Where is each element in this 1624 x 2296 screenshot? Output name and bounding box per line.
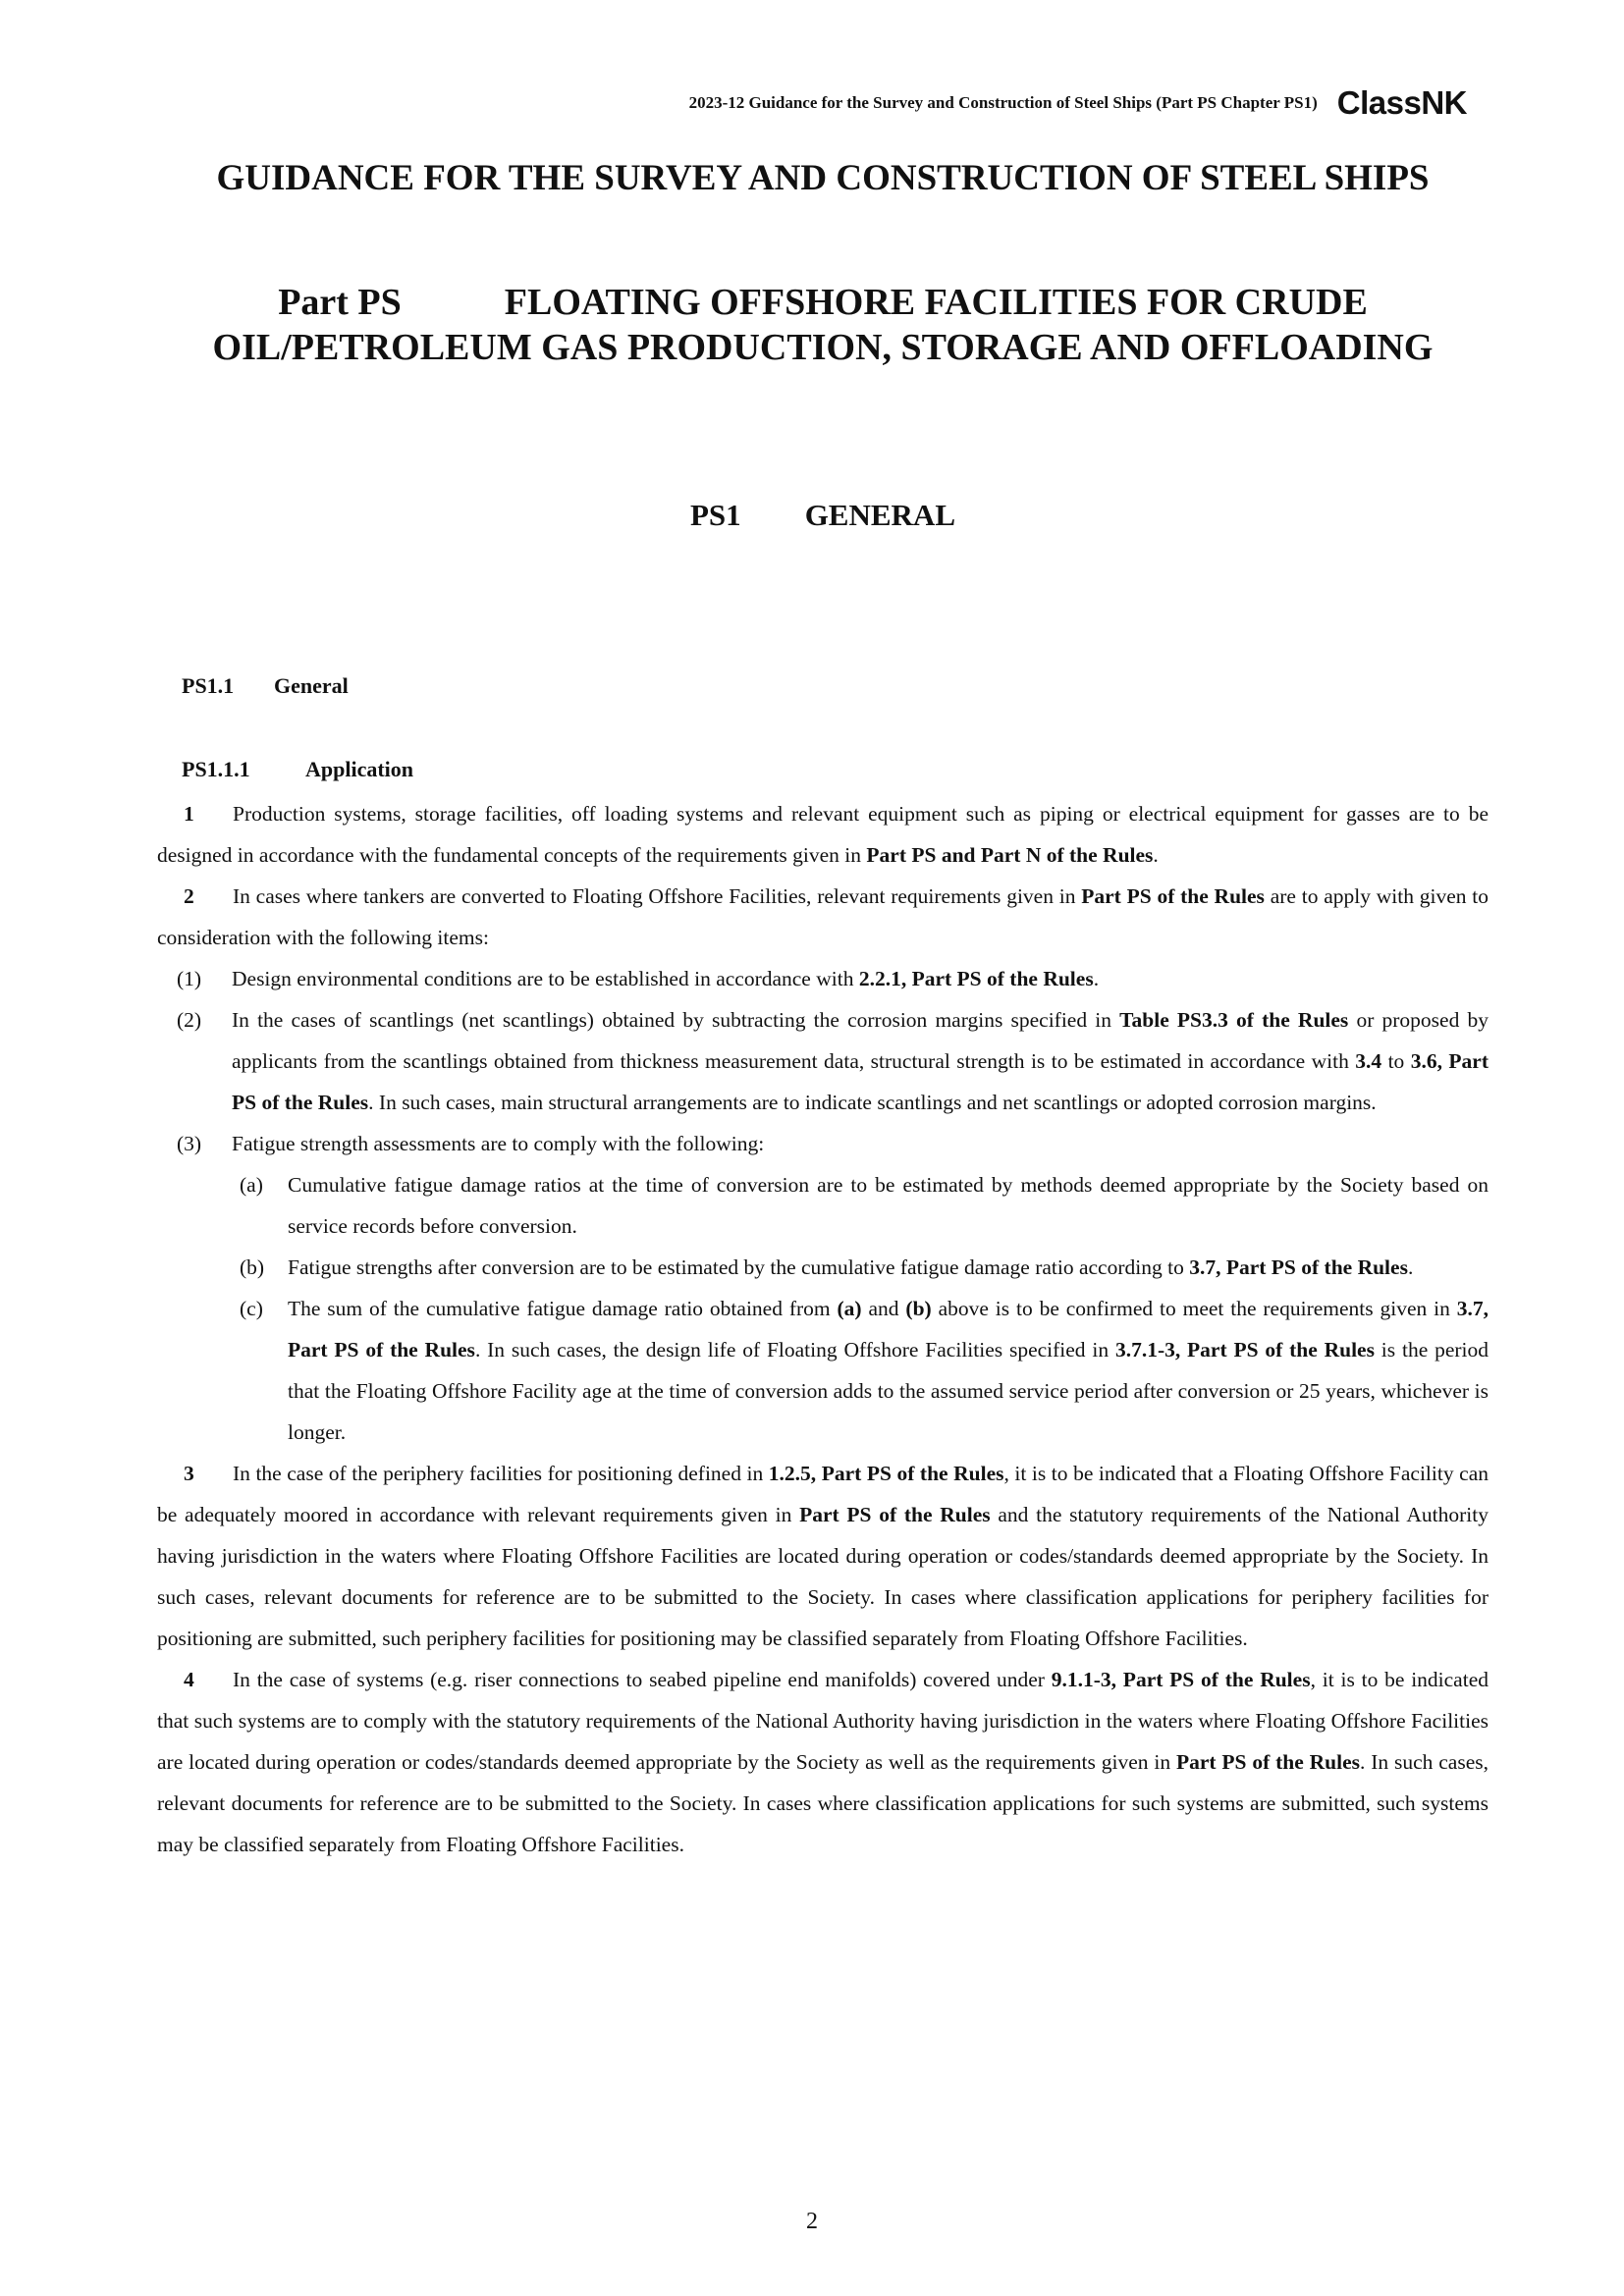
subitem-b — [157, 1247, 1489, 1288]
paragraph-3 — [157, 1453, 1489, 1659]
subsection-title: Application — [305, 757, 414, 781]
item-label: (1) — [177, 967, 202, 990]
text: . — [1093, 967, 1100, 990]
item-1 — [157, 958, 1489, 999]
text: Cumulative fatigue damage ratios at the time of conversion are to be estimated by methods deemed appropriate by the Society based on service records before conversion. — [288, 1173, 1489, 1238]
rule-reference: 1.2.5, Part PS of the Rules — [768, 1462, 1004, 1485]
rule-reference: (a) — [837, 1297, 862, 1320]
text: The sum of the cumulative fatigue damage ratio obtained from — [288, 1297, 838, 1320]
text: Fatigue strengths after conversion are to be estimated by the cumulative fatigue damage ratio according to — [288, 1255, 1190, 1279]
part-label: Part PS — [278, 282, 402, 323]
section-title: General — [274, 673, 349, 698]
text: In the cases of scantlings (net scantlings) obtained by subtracting the corrosion margins specified in — [232, 1008, 1120, 1032]
text: and the statutory requirements of the National Authority having jurisdiction in the waters where Floating Offshore Facilities are located during operation or codes/standards deemed appropriate by the Society. In such cases, relevant documents for reference are to be submitted to the Society. In cases where classification applications for periphery facilities for positioning are submitted, such periphery facilities for positioning may be classified separately from Floating Offshore Facilities. — [157, 1503, 1489, 1650]
rule-reference: 3.7, Part PS of the Rules — [288, 1297, 1489, 1362]
text: and — [861, 1297, 906, 1320]
rule-reference: 3.6, Part PS of the Rules — [232, 1049, 1489, 1114]
paragraph-1 — [157, 793, 1489, 876]
item-label: (2) — [177, 1008, 202, 1032]
rule-reference: 3.4 — [1355, 1049, 1382, 1073]
text: In the case of systems (e.g. riser connections to seabed pipeline end manifolds) covered under — [233, 1668, 1052, 1691]
text: . In such cases, the design life of Floating Offshore Facilities specified in — [474, 1338, 1115, 1362]
text: In the case of the periphery facilities for positioning defined in — [233, 1462, 769, 1485]
paragraph-number: 3 — [184, 1462, 194, 1485]
rule-reference: Part PS of the Rules — [1175, 1750, 1360, 1774]
text: above is to be confirmed to meet the requirements given in — [931, 1297, 1457, 1320]
rule-reference: Part PS and Part N of the Rules — [866, 843, 1154, 867]
classnk-logo: ClassNK — [1336, 84, 1467, 121]
paragraph-4 — [157, 1659, 1489, 1865]
text: or proposed by applicants from the scantlings obtained from thickness measurement data, structural strength is to be estimated in accordance with — [232, 1008, 1489, 1073]
text: , it is to be indicated that a Floating Offshore Facility can be adequately moored in accordance with relevant requirements given in — [157, 1462, 1489, 1526]
rule-reference: Table PS3.3 of the Rules — [1119, 1008, 1349, 1032]
paragraph-number: 1 — [184, 802, 194, 826]
subitem-label: (b) — [240, 1255, 265, 1279]
subitem-c — [157, 1288, 1489, 1453]
text: is the period that the Floating Offshore Facility age at the time of conversion adds to the assumed service period after conversion or 25 years, whichever is longer. — [288, 1338, 1489, 1444]
item-3 — [157, 1123, 1489, 1164]
rule-reference: 3.7, Part PS of the Rules — [1189, 1255, 1408, 1279]
page-number: 2 — [806, 2209, 818, 2234]
text: . In such cases, relevant documents for reference are to be submitted to the Society. In cases where classification applications for such systems are submitted, such systems may be classified separately from Floating Offshore Facilities. — [157, 1750, 1489, 1856]
text: Production systems, storage facilities, off loading systems and relevant equipment such as piping or electrical equipment for gasses are to be designed in accordance with the fundamental concepts of the requirements given in — [157, 802, 1489, 867]
chapter-number: PS1 — [690, 498, 741, 532]
part-heading — [157, 280, 1489, 370]
rule-reference: Part PS of the Rules — [799, 1503, 991, 1526]
document-title: GUIDANCE FOR THE SURVEY AND CONSTRUCTION OF STEEL SHIPS — [216, 158, 1430, 198]
text: are to apply with given to consideration with the following items: — [157, 884, 1489, 949]
chapter-title: GENERAL — [804, 498, 955, 532]
text: . — [1153, 843, 1159, 867]
subitem-a — [157, 1164, 1489, 1247]
paragraph-2 — [157, 876, 1489, 958]
text: . — [1407, 1255, 1414, 1279]
part-title-line2: OIL/PETROLEUM GAS PRODUCTION, STORAGE AND OFFLOADING — [212, 327, 1434, 368]
text: In cases where tankers are converted to Floating Offshore Facilities, relevant requirements given in — [233, 884, 1082, 908]
section-number: PS1.1 — [182, 673, 235, 698]
item-label: (3) — [177, 1132, 202, 1155]
rule-reference: 2.2.1, Part PS of the Rules — [858, 967, 1094, 990]
section-heading — [182, 673, 349, 699]
text: , it is to be indicated that such systems are to comply with the statutory requirements of the National Authority having jurisdiction in the waters where Floating Offshore Facilities are located during operation or codes/standards deemed appropriate by the Society as well as the requirements given in — [157, 1668, 1489, 1774]
running-header — [689, 86, 1467, 119]
rule-reference: Part PS of the Rules — [1081, 884, 1265, 908]
part-title-line1: FLOATING OFFSHORE FACILITIES FOR CRUDE — [504, 282, 1368, 323]
text: Fatigue strength assessments are to comply with the following: — [232, 1132, 765, 1155]
chapter-heading — [157, 498, 1489, 533]
body-text — [157, 793, 1489, 1865]
running-title: 2023-12 Guidance for the Survey and Construction of Steel Ships (Part PS Chapter PS1) — [688, 92, 1318, 112]
rule-reference: 3.7.1-3, Part PS of the Rules — [1114, 1338, 1375, 1362]
subsection-heading — [182, 757, 413, 782]
text: . In such cases, main structural arrangements are to indicate scantlings and net scantlings or adopted corrosion margins. — [368, 1091, 1377, 1114]
subsection-number: PS1.1.1 — [182, 757, 250, 781]
rule-reference: (b) — [905, 1297, 932, 1320]
text: Design environmental conditions are to be established in accordance with — [232, 967, 859, 990]
item-2 — [157, 999, 1489, 1123]
subitem-label: (c) — [240, 1297, 263, 1320]
paragraph-number: 4 — [184, 1668, 194, 1691]
paragraph-number: 2 — [184, 884, 194, 908]
rule-reference: 9.1.1-3, Part PS of the Rules — [1051, 1668, 1311, 1691]
subitem-label: (a) — [240, 1173, 263, 1197]
text: to — [1381, 1049, 1411, 1073]
